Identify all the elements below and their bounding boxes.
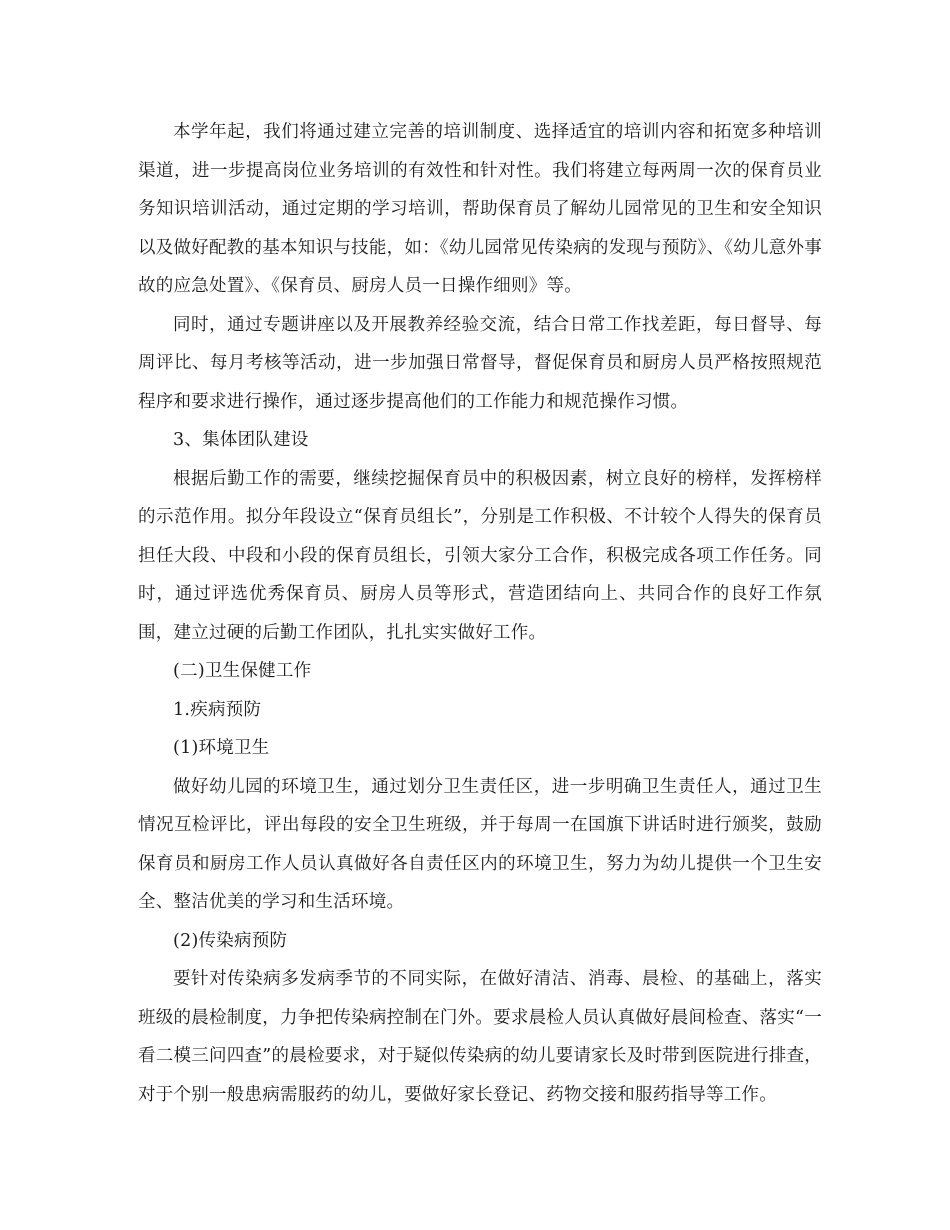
heading-infectious-disease: (2)传染病预防 bbox=[173, 930, 288, 951]
paragraph-team-building: 根据后勤工作的需要，继续挖掘保育员中的积极因素，树立良好的榜样，发挥榜样的示范作用。拟分年段设立“保育员组长”，分别是工作积极、不计较个人得失的保育员担任大段、中段和小段的保育员组长，引领大家分工合作，积极完成各项工作任务。同时，通过评选优秀保育员、厨房人员等形式，营造团结向上、共同合作的良好工作氛围，建立过硬的后勤工作团队，扎扎实实做好工作。 bbox=[138, 468, 822, 643]
heading-environment-hygiene: (1)环境卫生 bbox=[173, 738, 270, 758]
paragraph-supervision: 同时，通过专题讲座以及开展教养经验交流，结合日常工作找差距，每日督导、每周评比、每月考核等活动，进一步加强日常督导，督促保育员和厨房人员严格按照规范程序和要求进行操作，通过逐步提高他们的工作能力和规范操作习惯。 bbox=[138, 314, 822, 412]
heading-team-building: 3、集体团队建设 bbox=[173, 430, 309, 450]
paragraph-environment-hygiene: 做好幼儿园的环境卫生，通过划分卫生责任区，进一步明确卫生责任人，通过卫生情况互检评比，评出每段的安全卫生班级，并于每周一在国旗下讲话时进行颁奖，鼓励保育员和厨房工作人员认真做好各自责任区内的环境卫生，努力为幼儿提供一个卫生安全、整洁优美的学习和生活环境。 bbox=[138, 776, 822, 912]
document-body bbox=[138, 113, 822, 1114]
heading-disease-prevention: 1.疾病预防 bbox=[173, 699, 262, 720]
paragraph-infectious-disease: 要针对传染病多发病季节的不同实际，在做好清洁、消毒、晨检、的基础上，落实班级的晨检制度，力争把传染病控制在门外。要求晨检人员认真做好晨间检查、落实“一看二模三问四查”的晨检要求，对于疑似传染病的幼儿要请家长及时带到医院进行排查，对于个别一般患病需服药的幼儿，要做好家长登记、药物交接和服药指导等工作。 bbox=[138, 969, 822, 1105]
heading-health-care: (二)卫生保健工作 bbox=[173, 661, 312, 681]
paragraph-training-plan: 本学年起，我们将通过建立完善的培训制度、选择适宜的培训内容和拓宽多种培训渠道，进一步提高岗位业务培训的有效性和针对性。我们将建立每两周一次的保育员业务知识培训活动，通过定期的学习培训，帮助保育员了解幼儿园常见的卫生和安全知识以及做好配教的基本知识与技能，如：《幼儿园常见传染病的发现与预防》、《幼儿意外事故的应急处置》、《保育员、厨房人员一日操作细则》等。 bbox=[138, 122, 822, 296]
